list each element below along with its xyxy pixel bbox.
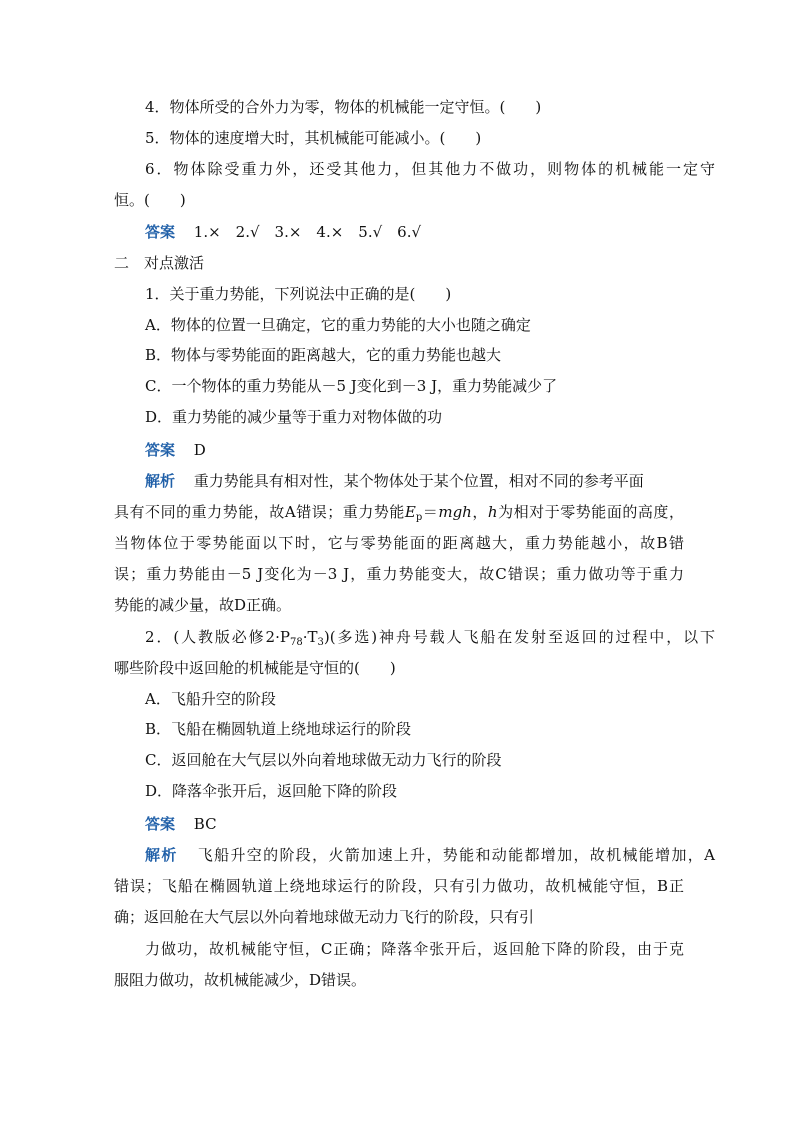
formula-p: p xyxy=(415,512,423,523)
stem-text: )(多选)神舟号载人飞船在发射至返回的过程中，以下 xyxy=(323,628,715,646)
q2-option-b: B．飞船在椭圆轨道上绕地球运行的阶段 xyxy=(145,720,412,738)
answer-text: 1.× 2.√ 3.× 4.× 5.√ 6.√ xyxy=(193,223,422,241)
section-title: 二 对点激活 xyxy=(114,254,205,272)
formula-mgh: mgh xyxy=(438,503,472,521)
q1-analysis-line-4: 误；重力势能由－5 J变化为－3 J，重力势能变大，故C错误；重力做功等于重力 xyxy=(114,565,684,583)
analysis-text: 具有不同的重力势能，故A错误；重力势能 xyxy=(114,503,405,521)
answer-label: 答案 xyxy=(145,441,176,459)
q2-analysis-line-5: 服阻力做功，故机械能减少，D错误。 xyxy=(114,971,367,989)
q2-stem-line-2: 哪些阶段中返回舱的机械能是守恒的( ) xyxy=(114,659,396,677)
q2-analysis-line-4: 力做功，故机械能守恒，C正确；降落伞张开后，返回舱下降的阶段，由于克 xyxy=(145,940,684,958)
q2-option-d: D．降落伞张开后，返回舱下降的阶段 xyxy=(145,782,398,800)
question-4: 4．物体所受的合外力为零，物体的机械能一定守恒。( ) xyxy=(145,98,542,116)
q2-analysis-line-3: 确；返回舱在大气层以外向着地球做无动力飞行的阶段，只有引 xyxy=(114,908,535,926)
answers-previous xyxy=(145,222,715,242)
q2-option-c: C．返回舱在大气层以外向着地球做无动力飞行的阶段 xyxy=(145,751,502,769)
q2-analysis-line-2: 错误；飞船在椭圆轨道上绕地球运行的阶段，只有引力做功，故机械能守恒，B正 xyxy=(114,877,684,895)
stem-dot: ·T xyxy=(302,628,318,646)
answer-label: 答案 xyxy=(145,223,176,241)
q2-answer xyxy=(145,814,715,834)
q1-option-d: D．重力势能的减少量等于重力对物体做的功 xyxy=(145,408,443,426)
q1-analysis-line-5: 势能的减少量，故D正确。 xyxy=(114,596,292,614)
q1-option-c: C．一个物体的重力势能从－5 J变化到－3 J，重力势能减少了 xyxy=(145,377,558,395)
q2-option-a: A．飞船升空的阶段 xyxy=(145,690,276,708)
q1-stem: 1．关于重力势能，下列说法中正确的是( ) xyxy=(145,285,452,303)
answer-value: D xyxy=(193,441,206,459)
q2-analysis-line-1 xyxy=(145,845,715,865)
q1-option-b: B．物体与零势能面的距离越大，它的重力势能也越大 xyxy=(145,346,502,364)
stem-subscript-item: 3 xyxy=(317,637,324,648)
formula-E: E xyxy=(404,503,416,521)
analysis-text: 为相对于零势能面的高度， xyxy=(497,503,684,521)
stem-subscript-page: 78 xyxy=(289,637,303,648)
q1-option-a: A．物体的位置一旦确定，它的重力势能的大小也随之确定 xyxy=(145,316,531,334)
formula-eq: ＝ xyxy=(422,503,439,521)
question-5: 5．物体的速度增大时，其机械能可能减小。( ) xyxy=(145,129,482,147)
formula-h: h xyxy=(487,503,498,521)
q2-stem-line-1 xyxy=(145,627,715,653)
q1-analysis-line-2 xyxy=(114,502,684,528)
answer-value: BC xyxy=(193,815,217,833)
q1-analysis-line-1 xyxy=(145,471,715,491)
q1-analysis-line-3: 当物体位于零势能面以下时，它与零势能面的距离越大，重力势能越小，故B错 xyxy=(114,534,684,552)
analysis-label: 解析 xyxy=(145,846,178,864)
analysis-text: 飞船升空的阶段，火箭加速上升，势能和动能都增加，故机械能增加，A xyxy=(197,846,715,864)
stem-text: 2．(人教版必修2·P xyxy=(145,628,290,646)
answer-label: 答案 xyxy=(145,815,176,833)
question-6-line-2: 恒。( ) xyxy=(114,191,186,209)
analysis-text: 重力势能具有相对性，某个物体处于某个位置，相对不同的参考平面 xyxy=(193,472,644,490)
q1-answer xyxy=(145,440,715,460)
formula-comma: ， xyxy=(471,503,488,521)
question-6-line-1: 6．物体除受重力外，还受其他力，但其他力不做功，则物体的机械能一定守 xyxy=(145,160,715,178)
analysis-label: 解析 xyxy=(145,472,176,490)
